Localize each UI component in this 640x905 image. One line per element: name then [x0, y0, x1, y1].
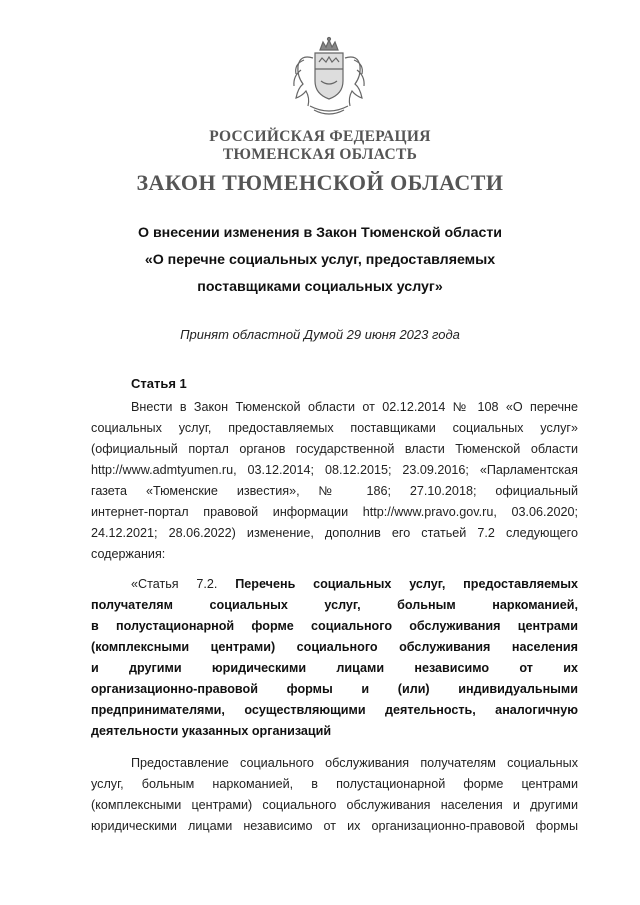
document-title-line: «О перечне социальных услуг, предоставляемых — [144, 252, 496, 268]
text-line: юридическими лицами независимо от их организационно-правовой формы — [91, 819, 578, 833]
article-7-2-prefix: «Статья 7.2. — [131, 577, 218, 591]
article-7-2-title-start: Перечень социальных услуг, предоставляемых — [235, 577, 578, 591]
text-line: организационно-правовой формы и (или) индивидуальными — [91, 682, 578, 696]
text-line: получателям социальных услуг, больным наркоманией, — [91, 598, 578, 612]
text-line: в полустационарной форме социального обслуживания центрами — [91, 619, 578, 633]
text-line: (комплексными центрами) социального обслуживания населения и другими — [91, 798, 578, 812]
text-line: предпринимателями, осуществляющими деятельность, аналогичную — [91, 703, 578, 717]
document-title-line: О внесении изменения в Закон Тюменской области — [137, 225, 503, 241]
header-federation: РОССИЙСКАЯ ФЕДЕРАЦИЯ — [209, 128, 431, 145]
text-line — [91, 574, 578, 595]
text-line: деятельности указанных организаций — [91, 724, 332, 738]
text-line: содержания: — [91, 547, 166, 561]
text-line: газета «Тюменские известия», № 186; 27.10.2018; официальный — [91, 484, 578, 498]
text-line: интернет-портал правовой информации http://www.pravo.gov.ru, 03.06.2020; — [91, 505, 578, 519]
document-title-line: поставщиками социальных услуг» — [197, 279, 443, 295]
law-title: ЗАКОН ТЮМЕНСКОЙ ОБЛАСТИ — [136, 170, 504, 195]
text-line: (комплексными центрами) социального обслуживания населения — [91, 640, 578, 654]
coat-of-arms-emblem — [286, 36, 372, 122]
article-paragraph-3 — [91, 753, 578, 837]
text-line: http://www.admtyumen.ru, 03.12.2014; 08.12.2015; 23.09.2016; «Парламентская — [91, 463, 578, 477]
text-line: (официальный портал органов государственной власти Тюменской области — [91, 442, 578, 456]
text-line: социальных услуг, предоставляемых поставщиками социальных услуг» — [91, 421, 578, 435]
text-line: 24.12.2021; 28.06.2022) изменение, дополнив его статьей 7.2 следующего — [91, 526, 578, 540]
article-paragraph-1 — [91, 397, 578, 565]
article-heading: Статья 1 — [131, 376, 187, 391]
adoption-note: Принят областной Думой 29 июня 2023 года — [180, 327, 460, 342]
text-line: Внести в Закон Тюменской области от 02.12.2014 № 108 «О перечне — [131, 400, 578, 414]
text-line: услуг, больным наркоманией, в полустационарной форме центрами — [91, 777, 578, 791]
text-line: и другими юридическими лицами независимо от их — [91, 661, 578, 675]
header-region: ТЮМЕНСКАЯ ОБЛАСТЬ — [222, 146, 418, 163]
text-line: Предоставление социального обслуживания получателям социальных — [131, 756, 578, 770]
article-paragraph-2 — [91, 574, 578, 742]
document-title — [0, 220, 640, 301]
